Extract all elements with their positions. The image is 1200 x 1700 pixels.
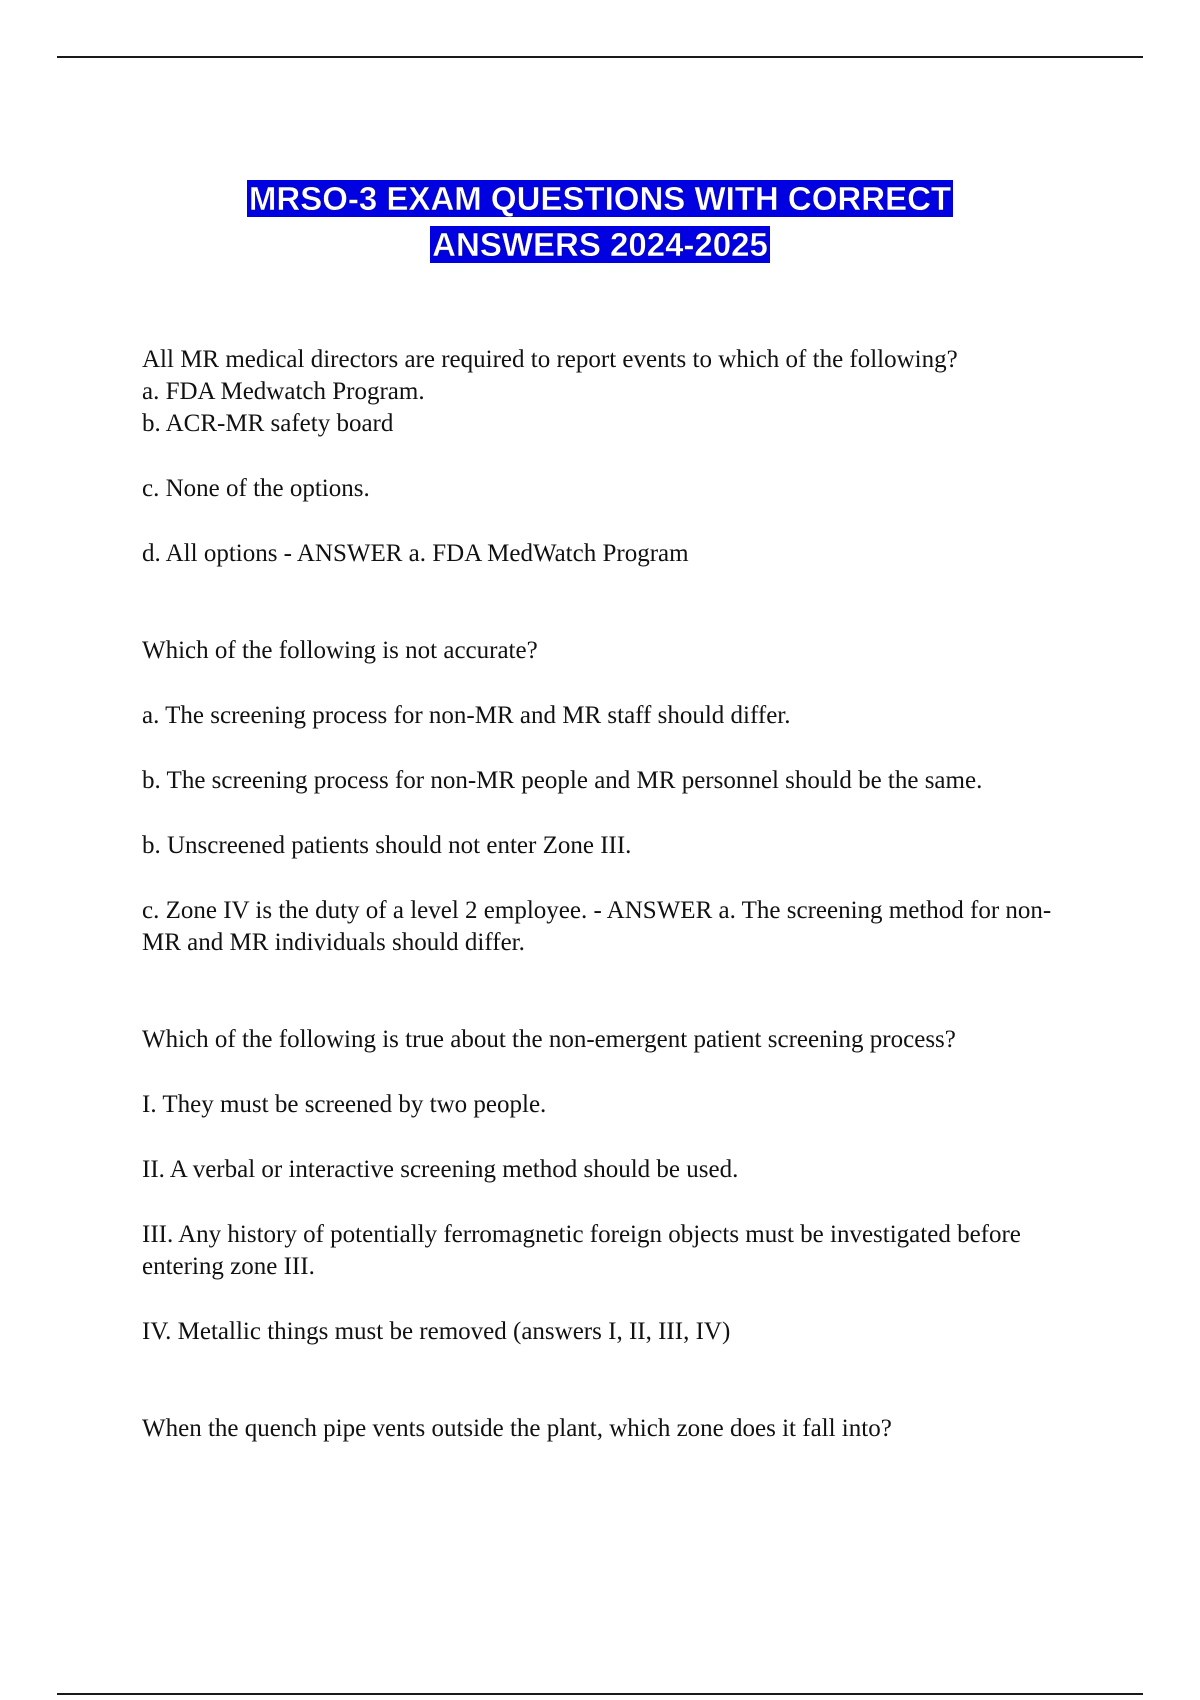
bottom-rule bbox=[57, 1693, 1143, 1695]
question-2-answer: c. Zone IV is the duty of a level 2 employee. - ANSWER a. The screening method for non-MR and MR individuals should differ. bbox=[142, 897, 1052, 956]
question-1-answer: d. All options - ANSWER a. FDA MedWatch Program bbox=[142, 540, 689, 567]
document-body bbox=[142, 344, 1082, 1445]
question-4: When the quench pipe vents outside the plant, which zone does it fall into? bbox=[142, 1415, 892, 1442]
question-1-option-a: a. FDA Medwatch Program. bbox=[142, 378, 425, 405]
question-3-answer: IV. Metallic things must be removed (answers I, II, III, IV) bbox=[142, 1318, 731, 1345]
question-1-option-c: c. None of the options. bbox=[142, 475, 370, 502]
question-2: Which of the following is not accurate? bbox=[142, 637, 538, 664]
question-3-item-2: II. A verbal or interactive screening method should be used. bbox=[142, 1156, 739, 1183]
question-1: All MR medical directors are required to report events to which of the following? bbox=[142, 346, 958, 373]
question-2-option-a: a. The screening process for non-MR and MR staff should differ. bbox=[142, 702, 791, 729]
top-rule bbox=[57, 56, 1143, 58]
question-3-item-3: III. Any history of potentially ferromagnetic foreign objects must be investigated before entering zone III. bbox=[142, 1221, 1021, 1280]
question-1-option-b: b. ACR-MR safety board bbox=[142, 410, 394, 437]
title-line-1: MRSO-3 EXAM QUESTIONS WITH CORRECT bbox=[248, 180, 952, 217]
question-3-item-1: I. They must be screened by two people. bbox=[142, 1091, 547, 1118]
title-line-2: ANSWERS 2024-2025 bbox=[432, 226, 768, 263]
question-2-option-b2: b. Unscreened patients should not enter Zone III. bbox=[142, 832, 632, 859]
question-3: Which of the following is true about the non-emergent patient screening process? bbox=[142, 1026, 956, 1053]
document-title bbox=[0, 176, 1200, 268]
question-2-option-b: b. The screening process for non-MR people and MR personnel should be the same. bbox=[142, 767, 983, 794]
